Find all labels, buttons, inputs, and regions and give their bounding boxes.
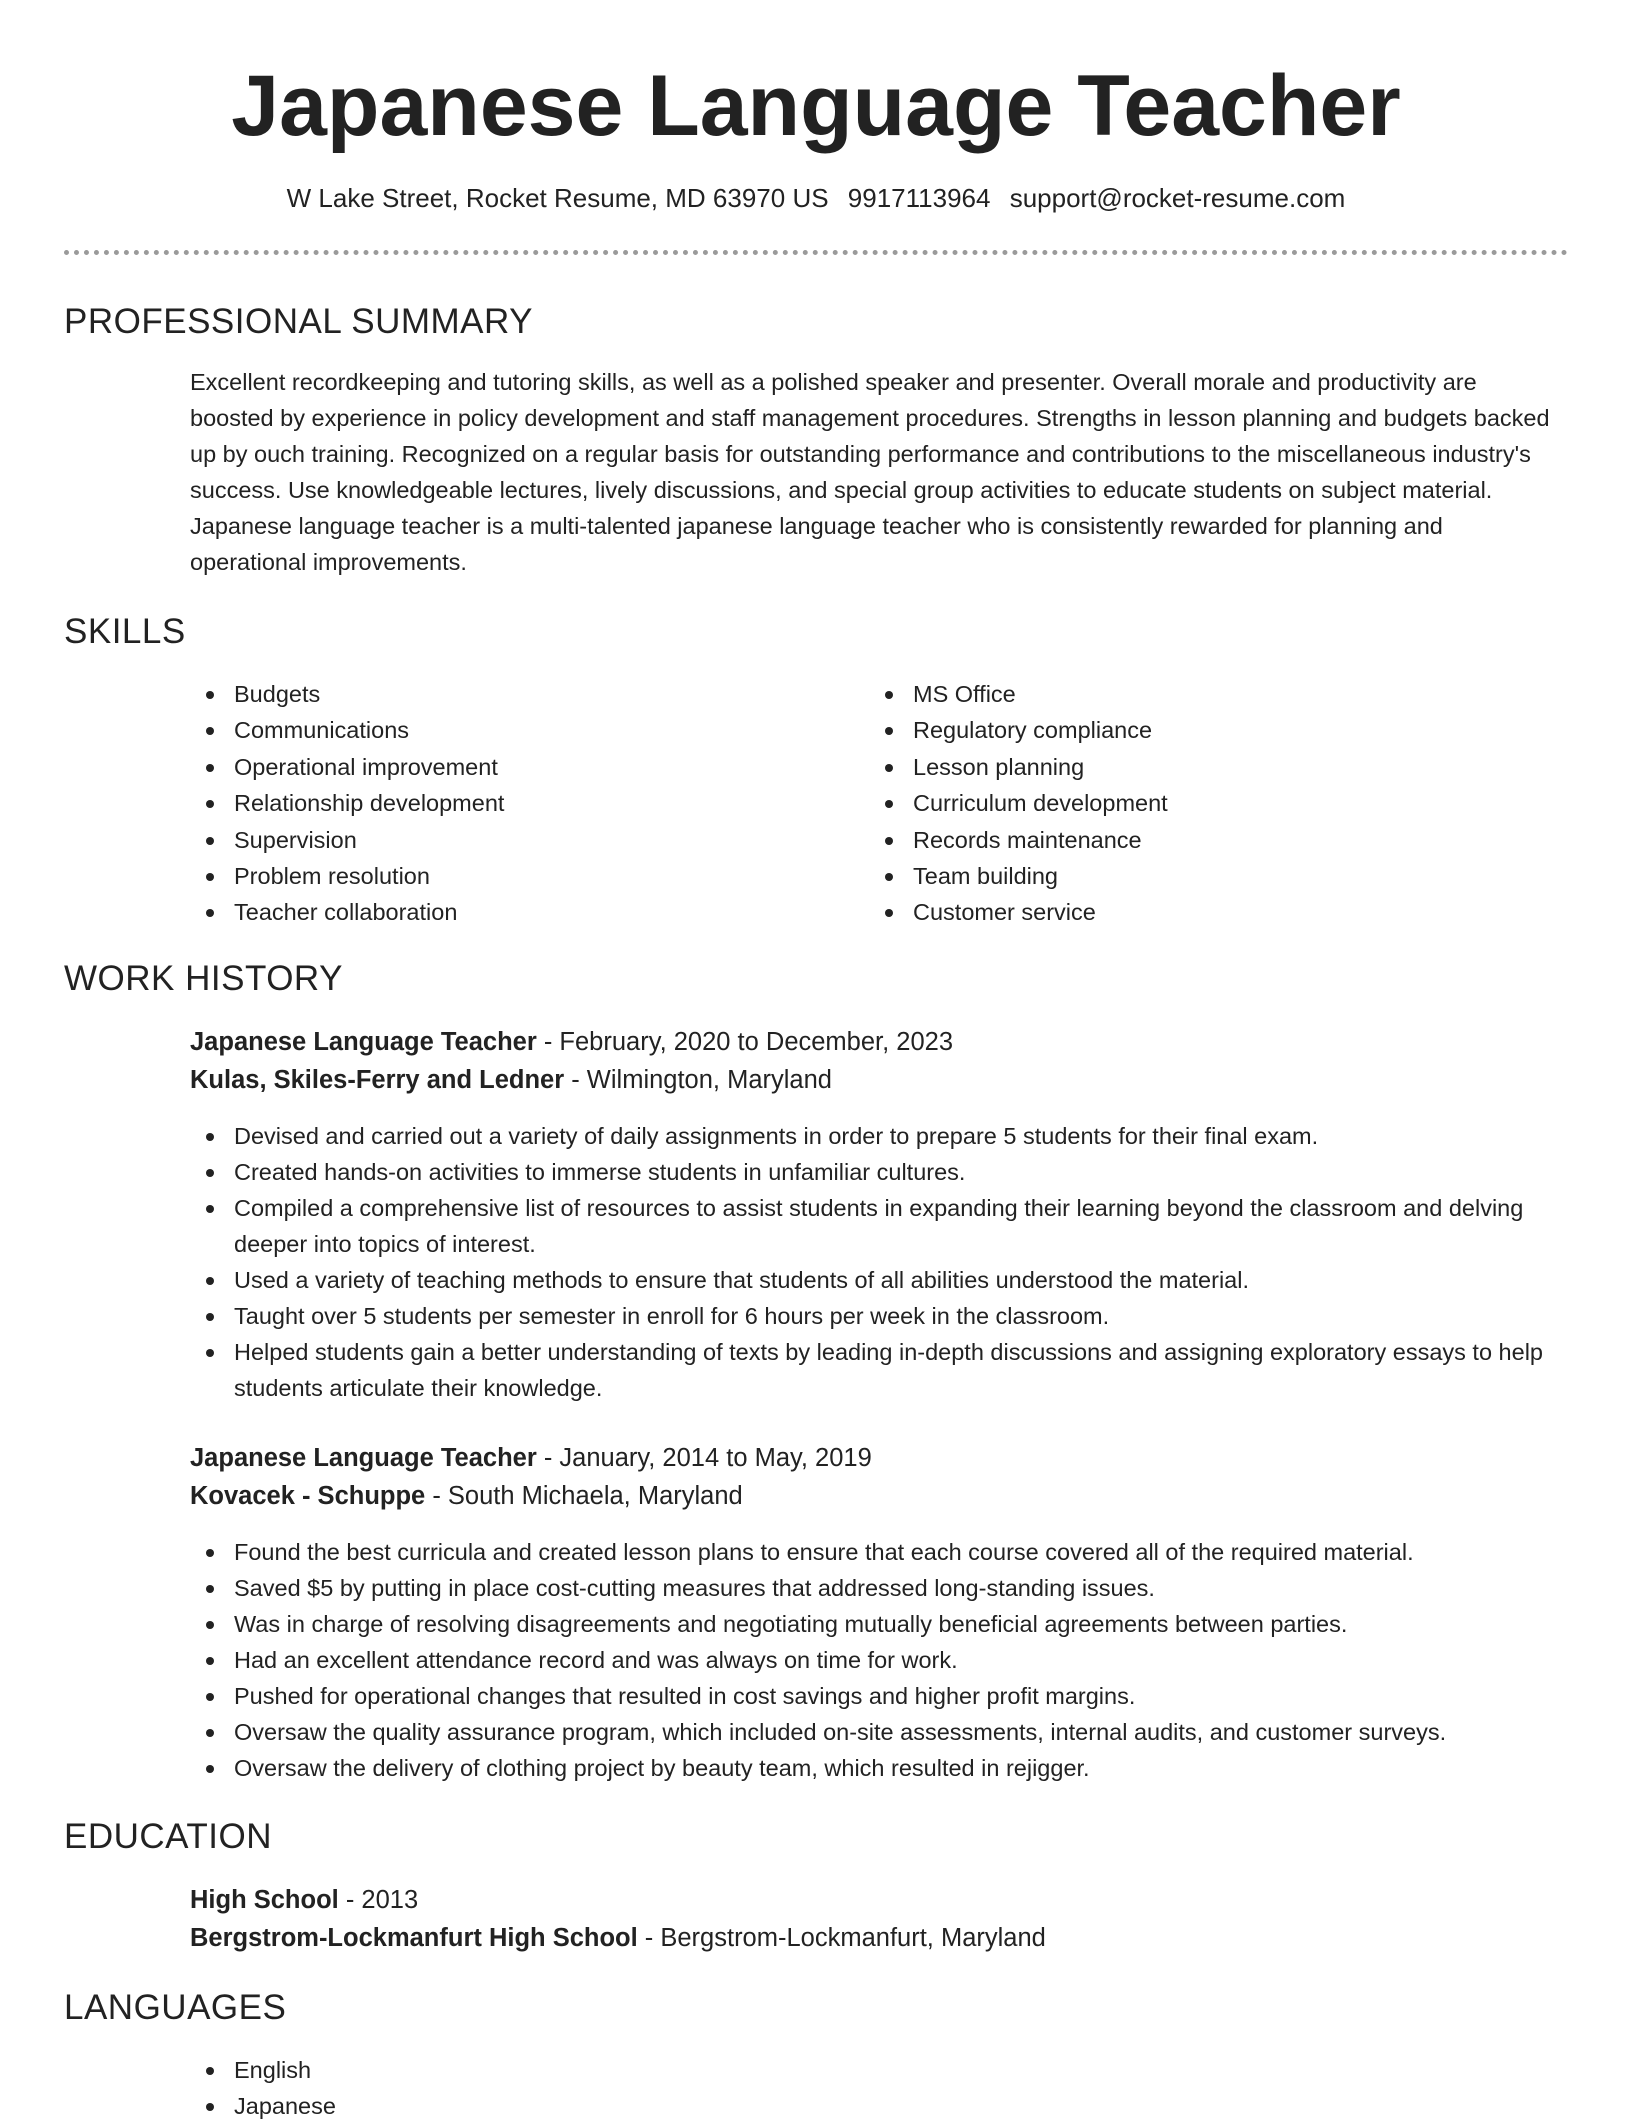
header-divider — [64, 250, 1568, 255]
job-bullet: Compiled a comprehensive list of resources to assist students in expanding their learning beyond the classroom and delving deeper into topics of interest. — [190, 1190, 1560, 1262]
job-bullet: Had an excellent attendance record and was always on time for work. — [190, 1642, 1560, 1678]
job-bullet: Used a variety of teaching methods to ensure that students of all abilities understood the material. — [190, 1262, 1560, 1298]
skill-item: Curriculum development — [869, 785, 1168, 821]
job-2-location: - South Michaela, Maryland — [425, 1482, 743, 1510]
skill-item: Team building — [869, 858, 1168, 894]
job-bullet: Helped students gain a better understanding of texts by leading in-depth discussions and assigning exploratory essays to help students articulate their knowledge. — [190, 1334, 1560, 1406]
work-heading: WORK HISTORY — [64, 959, 343, 998]
job-1-dates: - February, 2020 to December, 2023 — [536, 1028, 954, 1056]
job-2-company-line — [190, 1478, 743, 1514]
skill-item: Relationship development — [190, 785, 504, 821]
job-bullet: Pushed for operational changes that resulted in cost savings and higher profit margins. — [190, 1678, 1560, 1714]
job-1-company: Kulas, Skiles-Ferry and Ledner — [190, 1066, 565, 1094]
contact-line — [0, 180, 1632, 216]
job-2-company: Kovacek - Schuppe — [190, 1482, 426, 1510]
job-1-title-line — [190, 1024, 953, 1060]
skill-item: Customer service — [869, 894, 1168, 930]
job-2-bullets — [190, 1534, 1560, 1786]
job-bullet: Oversaw the quality assurance program, which included on-site assessments, internal audits, and customer surveys. — [190, 1714, 1560, 1750]
skill-item: Operational improvement — [190, 749, 504, 785]
skill-item: Budgets — [190, 676, 504, 712]
summary-text: Excellent recordkeeping and tutoring skills, as well as a polished speaker and presenter. Overall morale and productivity are boosted by experience in policy development and staff management procedures. Strengths in lesson planning and budgets backed up by ouch training. Recognized on a regular basis for outstanding performance and contributions to the miscellaneous industry's success. Use knowledgeable lectures, lively discussions, and special group activities to educate students on subject material. Japanese language teacher is a multi-talented japanese language teacher who is consistently rewarded for planning and operational improvements. — [190, 369, 1550, 575]
languages-heading: LANGUAGES — [64, 1988, 287, 2027]
education-school-line — [190, 1920, 1046, 1956]
job-1-location: - Wilmington, Maryland — [564, 1066, 832, 1094]
education-location: - Bergstrom-Lockmanfurt, Maryland — [637, 1924, 1046, 1952]
job-bullet: Found the best curricula and created lesson plans to ensure that each course covered all of the required material. — [190, 1534, 1560, 1570]
contact-phone: 9917113964 — [847, 183, 991, 213]
skill-item: Records maintenance — [869, 822, 1168, 858]
skill-item: Teacher collaboration — [190, 894, 504, 930]
education-heading: EDUCATION — [64, 1817, 273, 1856]
job-bullet: Taught over 5 students per semester in enroll for 6 hours per week in the classroom. — [190, 1298, 1560, 1334]
job-bullet: Created hands-on activities to immerse students in unfamiliar cultures. — [190, 1154, 1560, 1190]
skill-item: Communications — [190, 712, 504, 748]
skill-item: MS Office — [869, 676, 1168, 712]
education-year: - 2013 — [338, 1886, 419, 1914]
job-bullet: Saved $5 by putting in place cost-cutting measures that addressed long-standing issues. — [190, 1570, 1560, 1606]
skill-item: Supervision — [190, 822, 504, 858]
candidate-name: Japanese Language Teacher — [231, 58, 1401, 154]
skills-list-left — [190, 676, 504, 931]
contact-email: support@rocket-resume.com — [1009, 183, 1346, 213]
language-item: Japanese — [190, 2088, 336, 2124]
education-school: Bergstrom-Lockmanfurt High School — [190, 1924, 638, 1952]
language-item: English — [190, 2052, 336, 2088]
job-2-dates: - January, 2014 to May, 2019 — [536, 1444, 872, 1472]
job-bullet: Oversaw the delivery of clothing project by beauty team, which resulted in rejigger. — [190, 1750, 1560, 1786]
job-2-role: Japanese Language Teacher — [190, 1444, 537, 1472]
job-bullet: Was in charge of resolving disagreements and negotiating mutually beneficial agreements between parties. — [190, 1606, 1560, 1642]
contact-address: W Lake Street, Rocket Resume, MD 63970 US — [286, 183, 829, 213]
job-bullet: Devised and carried out a variety of daily assignments in order to prepare 5 students for their final exam. — [190, 1118, 1560, 1154]
job-2-title-line — [190, 1440, 872, 1476]
job-1-bullets — [190, 1118, 1560, 1406]
languages-list — [190, 2052, 336, 2124]
job-1-role: Japanese Language Teacher — [190, 1028, 537, 1056]
skill-item: Problem resolution — [190, 858, 504, 894]
education-degree: High School — [190, 1886, 339, 1914]
skills-list-right — [869, 676, 1168, 931]
skill-item: Regulatory compliance — [869, 712, 1168, 748]
skill-item: Lesson planning — [869, 749, 1168, 785]
skills-heading: SKILLS — [64, 612, 186, 651]
summary-heading: PROFESSIONAL SUMMARY — [64, 302, 533, 341]
education-degree-line — [190, 1882, 418, 1918]
job-1-company-line — [190, 1062, 832, 1098]
